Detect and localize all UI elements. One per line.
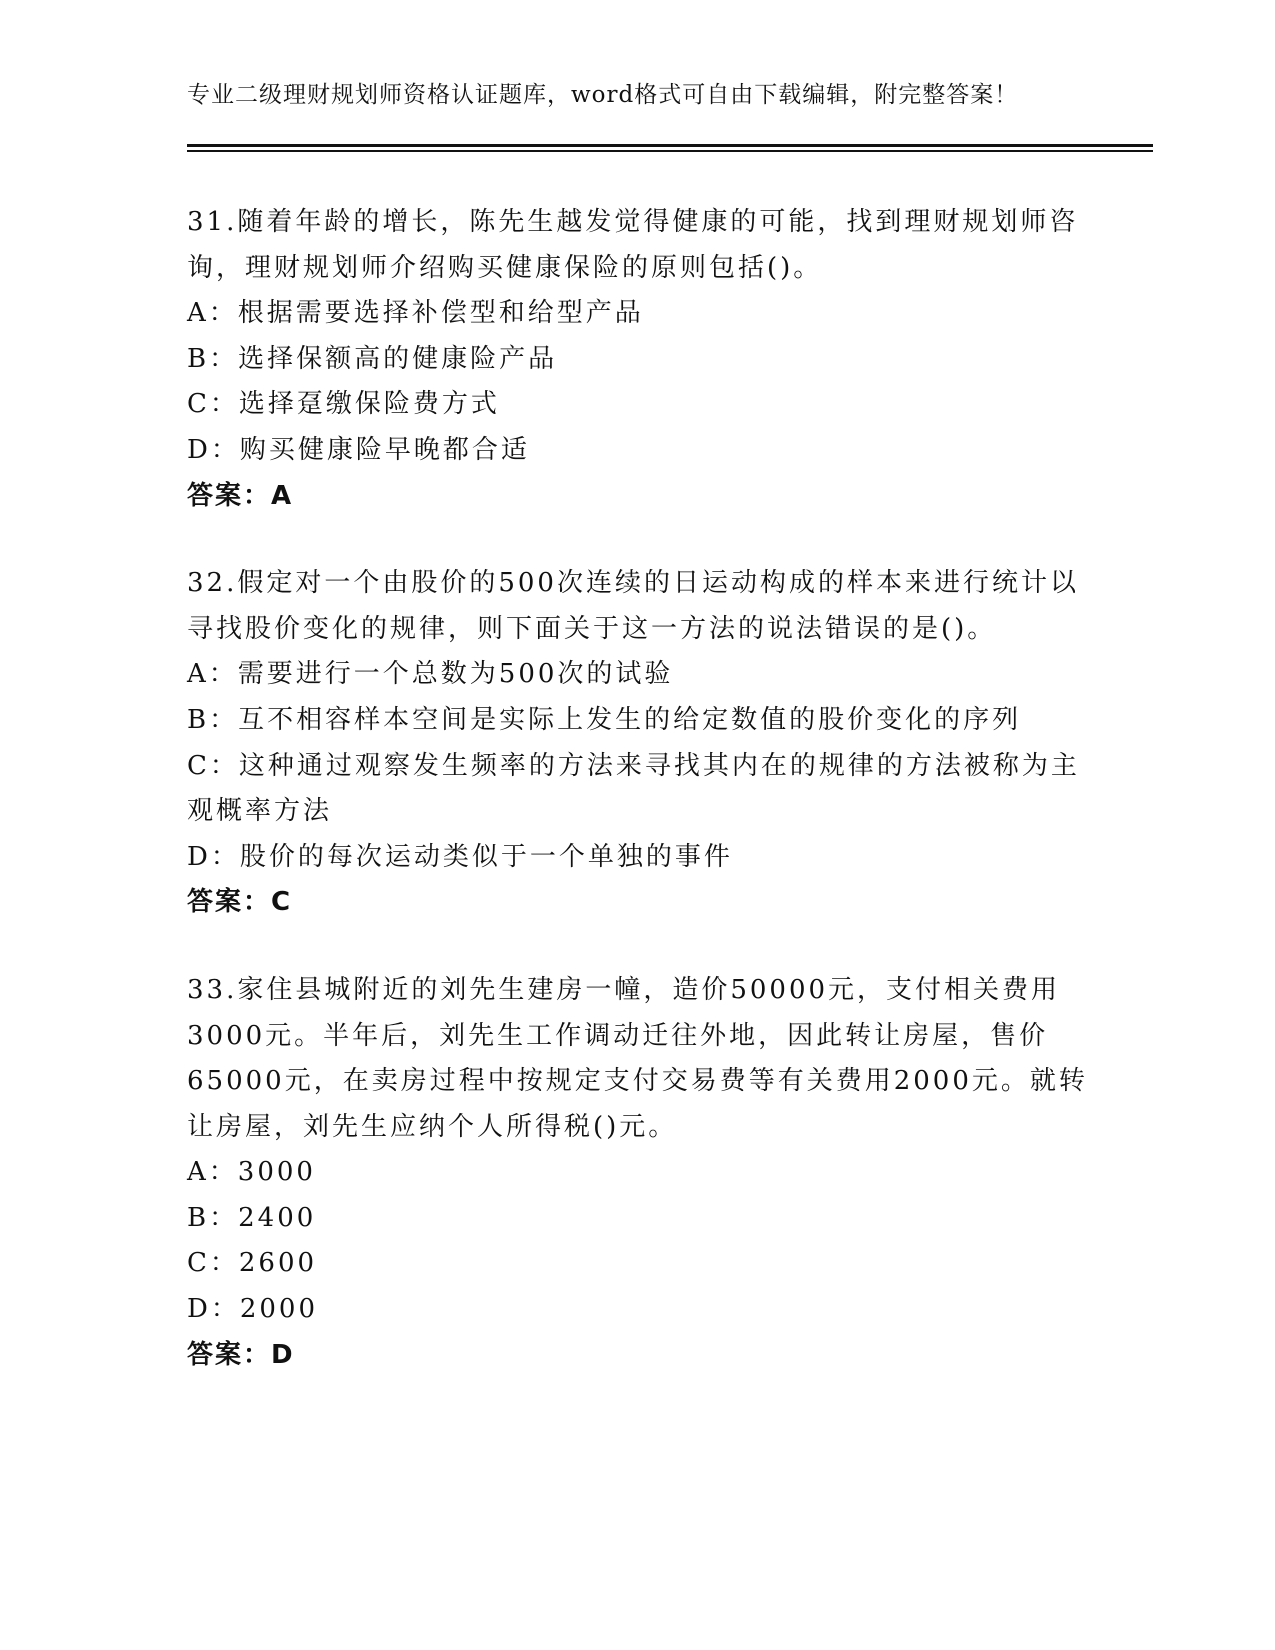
question-stem-line: 询，理财规划师介绍购买健康保险的原则包括()。 xyxy=(187,252,823,283)
question-list xyxy=(187,200,1087,1420)
option-d: D：2000 xyxy=(187,1294,319,1325)
question-stem-line: 65000元，在卖房过程中按规定支付交易费等有关费用2000元。就转 xyxy=(187,1066,1088,1097)
option-d: D：股价的每次运动类似于一个单独的事件 xyxy=(187,841,733,872)
question-stem-line: 3000元。半年后，刘先生工作调动迁往外地，因此转让房屋，售价 xyxy=(187,1020,1049,1051)
option-c-continued: 观概率方法 xyxy=(187,796,333,827)
header-rule-thick xyxy=(187,144,1153,147)
option-a: A：需要进行一个总数为500次的试验 xyxy=(187,659,674,690)
question-31 xyxy=(187,200,1087,519)
question-stem-line: 31.随着年龄的增长，陈先生越发觉得健康的可能，找到理财规划师咨 xyxy=(187,207,1079,237)
answer-line: 答案：C xyxy=(187,887,293,918)
option-c: C：选择趸缴保险费方式 xyxy=(187,389,500,420)
option-d: D：购买健康险早晚都合适 xyxy=(187,434,530,465)
question-32 xyxy=(187,561,1087,926)
question-stem-line: 32.假定对一个由股价的500次连续的日运动构成的样本来进行统计以 xyxy=(187,568,1079,599)
option-c: C：2600 xyxy=(187,1248,318,1279)
page-header: 专业二级理财规划师资格认证题库，word格式可自由下载编辑，附完整答案！ xyxy=(187,82,1019,108)
header-rule-thin xyxy=(187,150,1153,152)
option-b: B：互不相容样本空间是实际上发生的给定数值的股价变化的序列 xyxy=(187,704,1022,735)
answer-line: 答案：A xyxy=(187,480,294,511)
option-a: A：3000 xyxy=(187,1157,316,1188)
option-b: B：2400 xyxy=(187,1202,317,1233)
option-a: A：根据需要选择补偿型和给型产品 xyxy=(187,298,644,329)
question-stem-line: 寻找股价变化的规律，则下面关于这一方法的说法错误的是()。 xyxy=(187,613,997,644)
question-stem-line: 33.家住县城附近的刘先生建房一幢，造价50000元，支付相关费用 xyxy=(187,974,1061,1005)
option-c: C：这种通过观察发生频率的方法来寻找其内在的规律的方法被称为主 xyxy=(187,750,1080,781)
question-33 xyxy=(187,968,1087,1378)
option-b: B：选择保额高的健康险产品 xyxy=(187,343,558,374)
question-stem-line: 让房屋，刘先生应纳个人所得税()元。 xyxy=(187,1111,678,1142)
answer-line: 答案：D xyxy=(187,1339,295,1370)
